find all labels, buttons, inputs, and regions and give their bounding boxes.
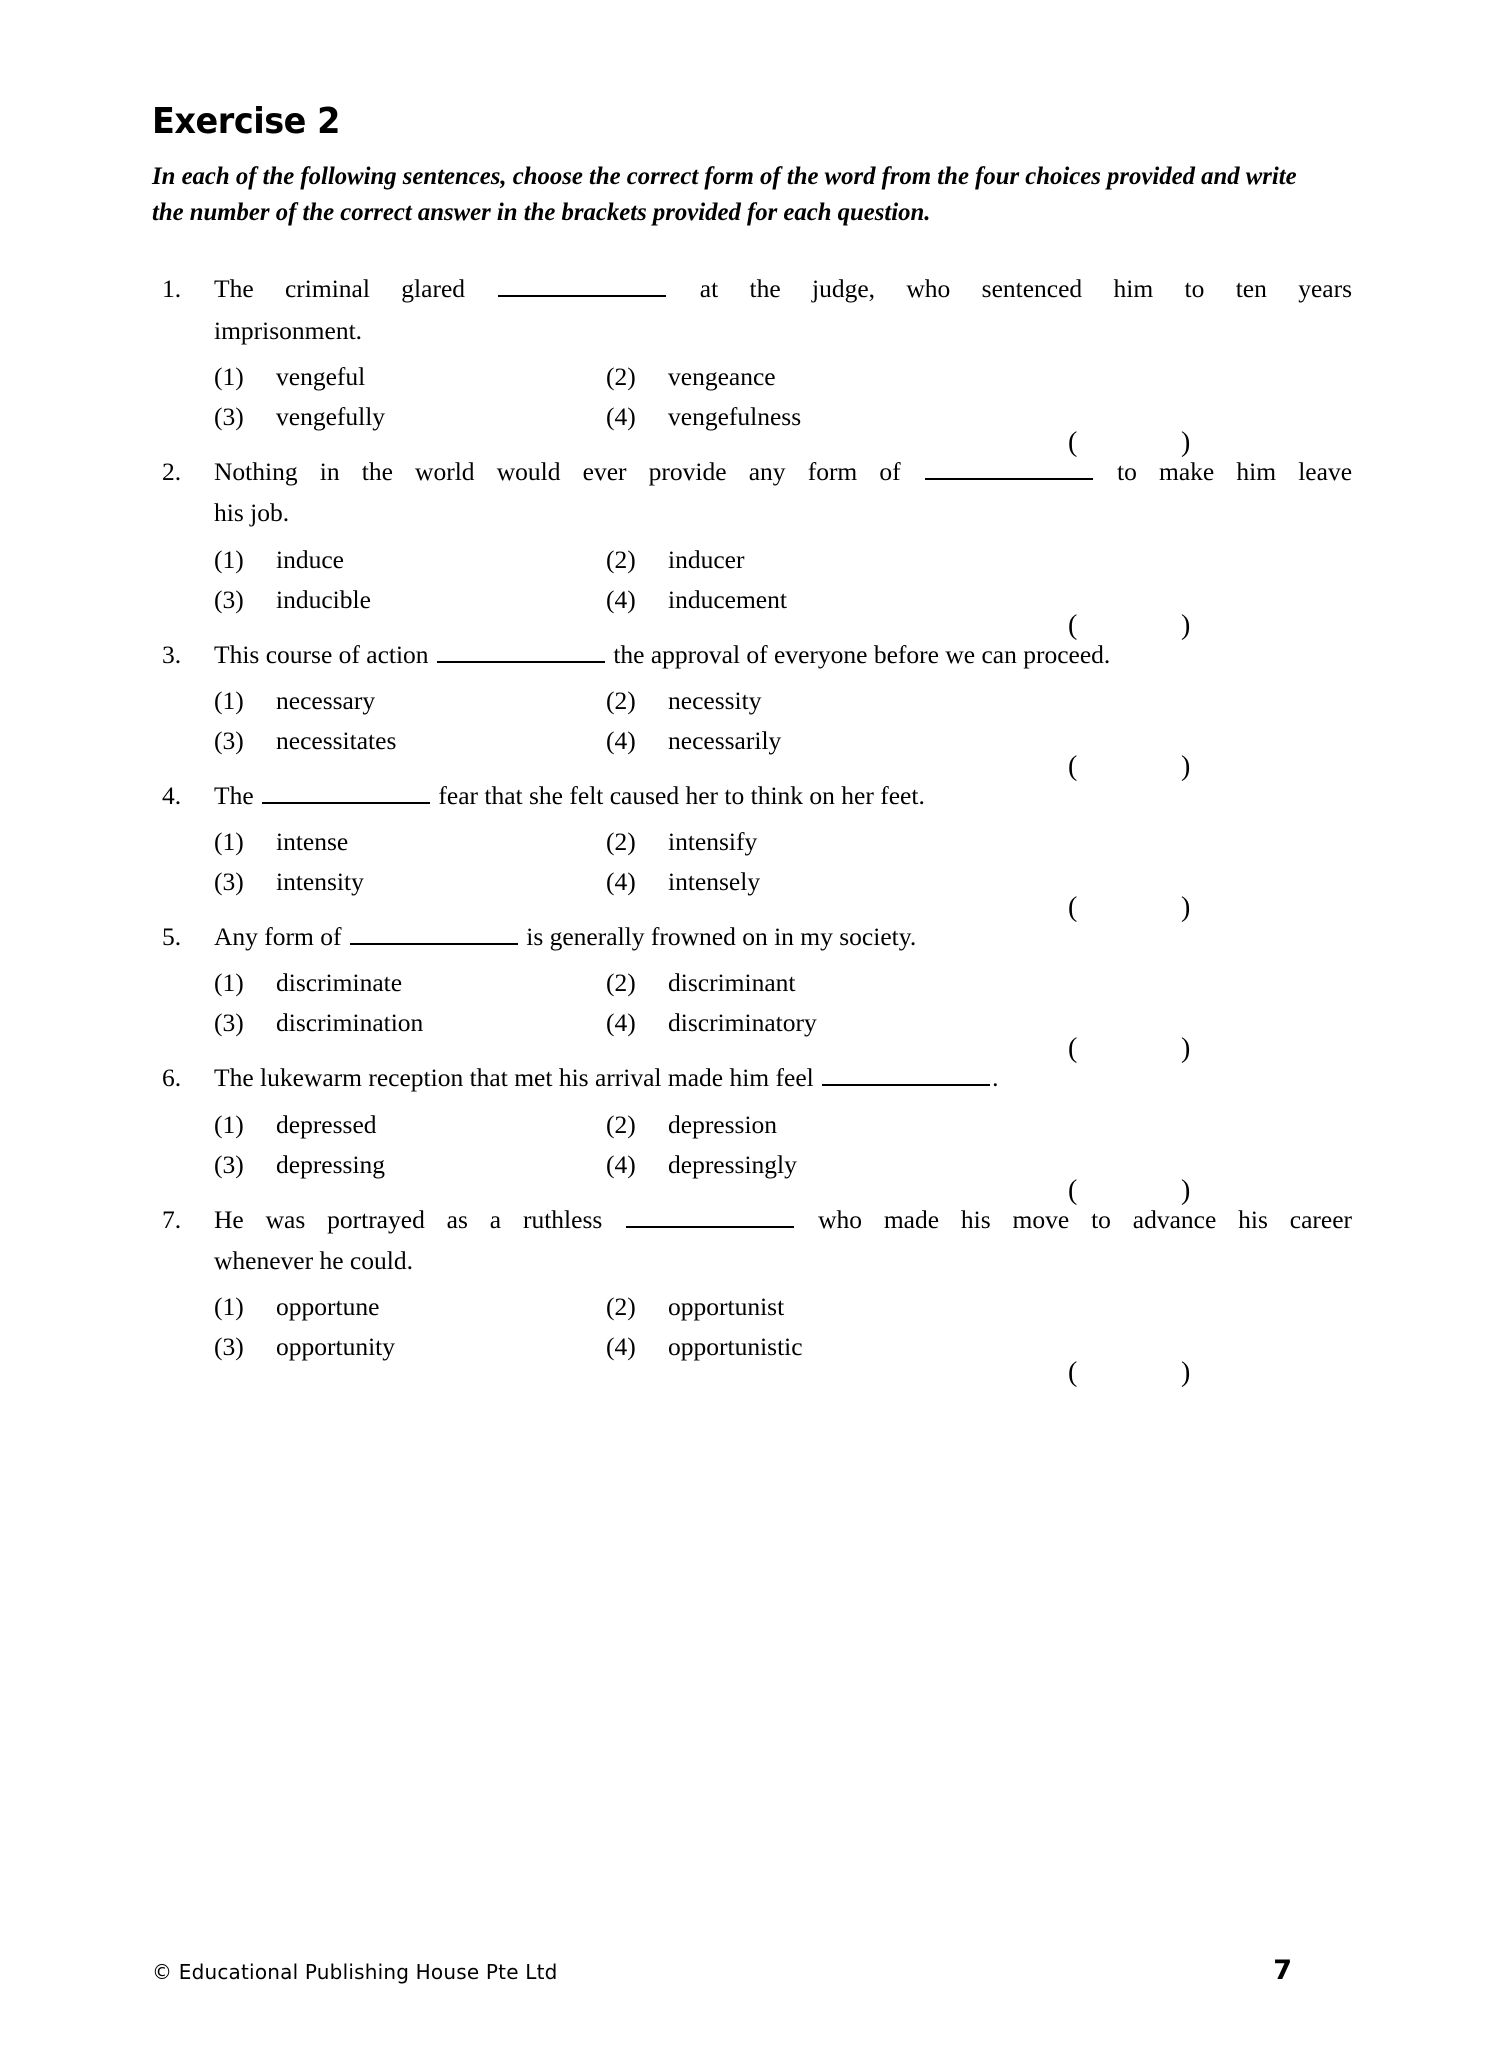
option-2[interactable] bbox=[606, 357, 998, 397]
answer-options bbox=[214, 1287, 1352, 1389]
option-label: (3) bbox=[214, 1332, 244, 1362]
option-row bbox=[214, 1327, 1352, 1389]
option-3[interactable] bbox=[214, 1327, 606, 1367]
question-sentence-line bbox=[214, 775, 1352, 816]
option-label: (3) bbox=[214, 1008, 244, 1038]
option-label: (1) bbox=[214, 827, 244, 857]
option-text: discriminate bbox=[276, 968, 403, 998]
option-row bbox=[214, 1105, 1352, 1145]
question-sentence-line bbox=[214, 634, 1352, 675]
option-text: induce bbox=[276, 544, 344, 574]
sentence-text-after-blank: the approval of everyone before we can proceed. bbox=[613, 639, 1111, 669]
option-label: (3) bbox=[214, 725, 244, 755]
option-text: discrimination bbox=[276, 1008, 424, 1038]
option-row bbox=[214, 963, 1352, 1003]
option-text: depressed bbox=[276, 1109, 377, 1139]
option-2[interactable] bbox=[606, 1105, 998, 1145]
option-label: (2) bbox=[606, 1292, 636, 1322]
option-1[interactable] bbox=[214, 357, 606, 397]
question-item bbox=[152, 916, 1352, 1065]
question-number: 6. bbox=[162, 1063, 182, 1093]
option-3[interactable] bbox=[214, 580, 606, 620]
option-4[interactable] bbox=[606, 580, 998, 620]
bracket-close: ) bbox=[1181, 1174, 1191, 1206]
option-text: necessary bbox=[276, 685, 376, 715]
question-sentence bbox=[214, 268, 1352, 351]
sentence-text-after-blank: to make him leave bbox=[1117, 457, 1353, 486]
option-label: (4) bbox=[606, 1332, 636, 1362]
option-text: opportunity bbox=[276, 1332, 395, 1362]
option-text: vengeful bbox=[276, 362, 366, 391]
option-4[interactable] bbox=[606, 1327, 998, 1367]
answer-options bbox=[214, 540, 1352, 641]
sentence-text-after-blank: who made his move to advance his career bbox=[818, 1204, 1353, 1234]
option-text: intensify bbox=[668, 827, 758, 857]
option-2[interactable] bbox=[606, 681, 998, 721]
option-text: vengefully bbox=[276, 402, 386, 431]
question-body bbox=[152, 268, 1352, 351]
option-text: discriminatory bbox=[668, 1008, 817, 1038]
option-row bbox=[214, 357, 1352, 397]
question-number: 4. bbox=[162, 780, 182, 810]
question-item bbox=[152, 451, 1353, 641]
option-text: discriminant bbox=[668, 968, 796, 998]
option-text: depressing bbox=[276, 1149, 386, 1179]
option-label: (2) bbox=[606, 685, 636, 715]
sentence-text-before-blank: The lukewarm reception that met his arrival made him feel bbox=[214, 1063, 814, 1093]
question-sentence-line bbox=[214, 1199, 1352, 1240]
option-label: (4) bbox=[606, 867, 636, 897]
question-body bbox=[152, 916, 1352, 957]
option-label: (1) bbox=[214, 1109, 244, 1139]
answer-blank[interactable] bbox=[350, 916, 518, 945]
answer-options bbox=[214, 822, 1352, 924]
question-sentence bbox=[214, 775, 1352, 816]
question-sentence-line: whenever he could. bbox=[214, 1246, 413, 1276]
option-text: depression bbox=[668, 1109, 778, 1139]
bracket-close: ) bbox=[1181, 750, 1191, 782]
option-4[interactable] bbox=[606, 1145, 998, 1185]
page-title: Exercise 2 bbox=[152, 101, 340, 142]
option-2[interactable] bbox=[606, 540, 998, 580]
option-text: intensely bbox=[668, 867, 761, 897]
page-content bbox=[152, 101, 1353, 1389]
option-label: (4) bbox=[606, 725, 636, 755]
option-text: opportunistic bbox=[668, 1332, 803, 1362]
option-row bbox=[214, 397, 1352, 458]
option-label: (1) bbox=[214, 685, 244, 715]
option-1[interactable] bbox=[214, 681, 606, 721]
question-number: 2. bbox=[162, 457, 182, 486]
option-text: intense bbox=[276, 827, 349, 857]
question-item bbox=[152, 1057, 1352, 1206]
question-body bbox=[152, 1199, 1352, 1282]
sentence-text-before-blank: The bbox=[214, 780, 254, 810]
sentence-text-after-blank: fear that she felt caused her to think on her feet. bbox=[438, 780, 925, 810]
bracket-open: ( bbox=[1068, 1174, 1078, 1206]
option-text: opportune bbox=[276, 1292, 380, 1322]
sentence-text-after-blank: at the judge, who sentenced him to ten years bbox=[699, 274, 1353, 304]
answer-blank[interactable] bbox=[822, 1058, 990, 1087]
option-text: vengeance bbox=[668, 362, 776, 391]
option-label: (1) bbox=[214, 1292, 244, 1322]
bracket-close: ) bbox=[1181, 609, 1191, 641]
question-body bbox=[152, 451, 1352, 534]
option-text: inducement bbox=[668, 584, 787, 614]
answer-blank[interactable] bbox=[626, 1199, 794, 1228]
option-label: (4) bbox=[606, 584, 636, 614]
bracket-open: ( bbox=[1068, 892, 1078, 924]
question-sentence-line bbox=[214, 1057, 1352, 1098]
answer-options bbox=[214, 1105, 1352, 1206]
question-sentence bbox=[214, 451, 1352, 534]
bracket-close: ) bbox=[1181, 892, 1191, 924]
bracket-close: ) bbox=[1181, 1357, 1191, 1389]
sentence-text-before-blank: This course of action bbox=[214, 639, 429, 669]
question-item bbox=[152, 634, 1352, 782]
option-2[interactable] bbox=[606, 822, 998, 862]
question-sentence-line bbox=[214, 268, 1352, 309]
option-label: (2) bbox=[606, 827, 636, 857]
option-4[interactable] bbox=[606, 862, 998, 902]
instructions-text: In each of the following sentences, choose the correct form of the word from the four choices provided and write the number of the correct answer in the brackets provided for each question. bbox=[152, 161, 1297, 227]
bracket-close: ) bbox=[1181, 427, 1191, 458]
option-text: necessitates bbox=[276, 725, 397, 755]
option-3[interactable] bbox=[214, 397, 606, 437]
question-number: 3. bbox=[162, 639, 182, 669]
question-number: 1. bbox=[162, 274, 182, 304]
answer-blank[interactable] bbox=[437, 634, 605, 663]
questions-list bbox=[152, 268, 1353, 1389]
option-text: vengefulness bbox=[668, 402, 802, 431]
copyright-notice: © Educational Publishing House Pte Ltd bbox=[152, 1960, 558, 1984]
option-label: (3) bbox=[214, 584, 244, 614]
sentence-text-before-blank: The criminal glared bbox=[214, 274, 466, 304]
question-sentence-line bbox=[214, 916, 1352, 957]
option-label: (1) bbox=[214, 544, 244, 574]
option-3[interactable] bbox=[214, 1003, 606, 1043]
option-row bbox=[214, 1003, 1352, 1065]
option-text: inducer bbox=[668, 544, 745, 574]
sentence-text-before-blank: Any form of bbox=[214, 922, 342, 952]
page-number: 7 bbox=[1273, 1955, 1292, 1986]
question-number: 7. bbox=[162, 1204, 182, 1234]
option-row bbox=[214, 862, 1352, 924]
answer-blank[interactable] bbox=[262, 775, 430, 804]
option-label: (2) bbox=[606, 362, 636, 391]
sentence-text-before-blank: Nothing in the world would ever provide any form of bbox=[214, 457, 901, 486]
question-item bbox=[152, 1199, 1353, 1389]
option-3[interactable] bbox=[214, 1145, 606, 1185]
sentence-text-after-blank: is generally frowned on in my society. bbox=[526, 922, 917, 952]
option-label: (1) bbox=[214, 362, 244, 391]
option-text: intensity bbox=[276, 867, 364, 897]
answer-blank[interactable] bbox=[925, 451, 1093, 480]
option-1[interactable] bbox=[214, 822, 606, 862]
question-item bbox=[152, 775, 1352, 924]
option-text: necessarily bbox=[668, 725, 782, 755]
option-2[interactable] bbox=[606, 1287, 998, 1327]
bracket-open: ( bbox=[1068, 609, 1078, 641]
option-row bbox=[214, 540, 1352, 580]
option-text: opportunist bbox=[668, 1292, 785, 1322]
question-sentence-line bbox=[214, 451, 1352, 492]
option-label: (4) bbox=[606, 402, 636, 431]
question-sentence bbox=[214, 916, 1352, 957]
question-number: 5. bbox=[162, 922, 182, 952]
bracket-open: ( bbox=[1068, 1033, 1078, 1065]
option-3[interactable] bbox=[214, 862, 606, 902]
answer-options bbox=[214, 963, 1352, 1065]
question-body bbox=[152, 1057, 1352, 1098]
option-label: (2) bbox=[606, 1109, 636, 1139]
page-footer bbox=[152, 1955, 1377, 1986]
bracket-open: ( bbox=[1068, 750, 1078, 782]
option-text: inducible bbox=[276, 584, 371, 614]
option-label: (2) bbox=[606, 968, 636, 998]
option-label: (3) bbox=[214, 867, 244, 897]
option-label: (4) bbox=[606, 1008, 636, 1038]
option-row bbox=[214, 721, 1352, 782]
option-1[interactable] bbox=[214, 963, 606, 1003]
bracket-close: ) bbox=[1181, 1033, 1191, 1065]
option-1[interactable] bbox=[214, 540, 606, 580]
answer-options bbox=[214, 357, 1352, 458]
option-1[interactable] bbox=[214, 1105, 606, 1145]
option-label: (1) bbox=[214, 968, 244, 998]
option-4[interactable] bbox=[606, 1003, 998, 1043]
question-sentence bbox=[214, 1057, 1352, 1098]
option-3[interactable] bbox=[214, 721, 606, 761]
question-body bbox=[152, 634, 1352, 675]
option-row bbox=[214, 681, 1352, 721]
bracket-open: ( bbox=[1068, 427, 1078, 458]
sentence-text-after-blank: . bbox=[992, 1063, 999, 1093]
option-row bbox=[214, 1145, 1352, 1206]
answer-options bbox=[214, 681, 1352, 782]
bracket-open: ( bbox=[1068, 1357, 1078, 1389]
question-sentence bbox=[214, 1199, 1352, 1282]
option-1[interactable] bbox=[214, 1287, 606, 1327]
question-sentence bbox=[214, 634, 1352, 675]
sentence-text-before-blank: He was portrayed as a ruthless bbox=[214, 1204, 603, 1234]
question-sentence-line: his job. bbox=[214, 498, 290, 528]
answer-blank[interactable] bbox=[498, 269, 666, 298]
question-body bbox=[152, 775, 1352, 816]
option-2[interactable] bbox=[606, 963, 998, 1003]
question-item bbox=[152, 268, 1353, 458]
option-row bbox=[214, 1287, 1352, 1327]
option-text: necessity bbox=[668, 685, 762, 715]
option-row bbox=[214, 580, 1352, 641]
option-text: depressingly bbox=[668, 1149, 797, 1179]
option-label: (3) bbox=[214, 1149, 244, 1179]
option-4[interactable] bbox=[606, 397, 998, 437]
option-label: (4) bbox=[606, 1149, 636, 1179]
option-label: (3) bbox=[214, 402, 244, 431]
option-row bbox=[214, 822, 1352, 862]
option-label: (2) bbox=[606, 544, 636, 574]
option-4[interactable] bbox=[606, 721, 998, 761]
question-sentence-line: imprisonment. bbox=[214, 315, 363, 345]
